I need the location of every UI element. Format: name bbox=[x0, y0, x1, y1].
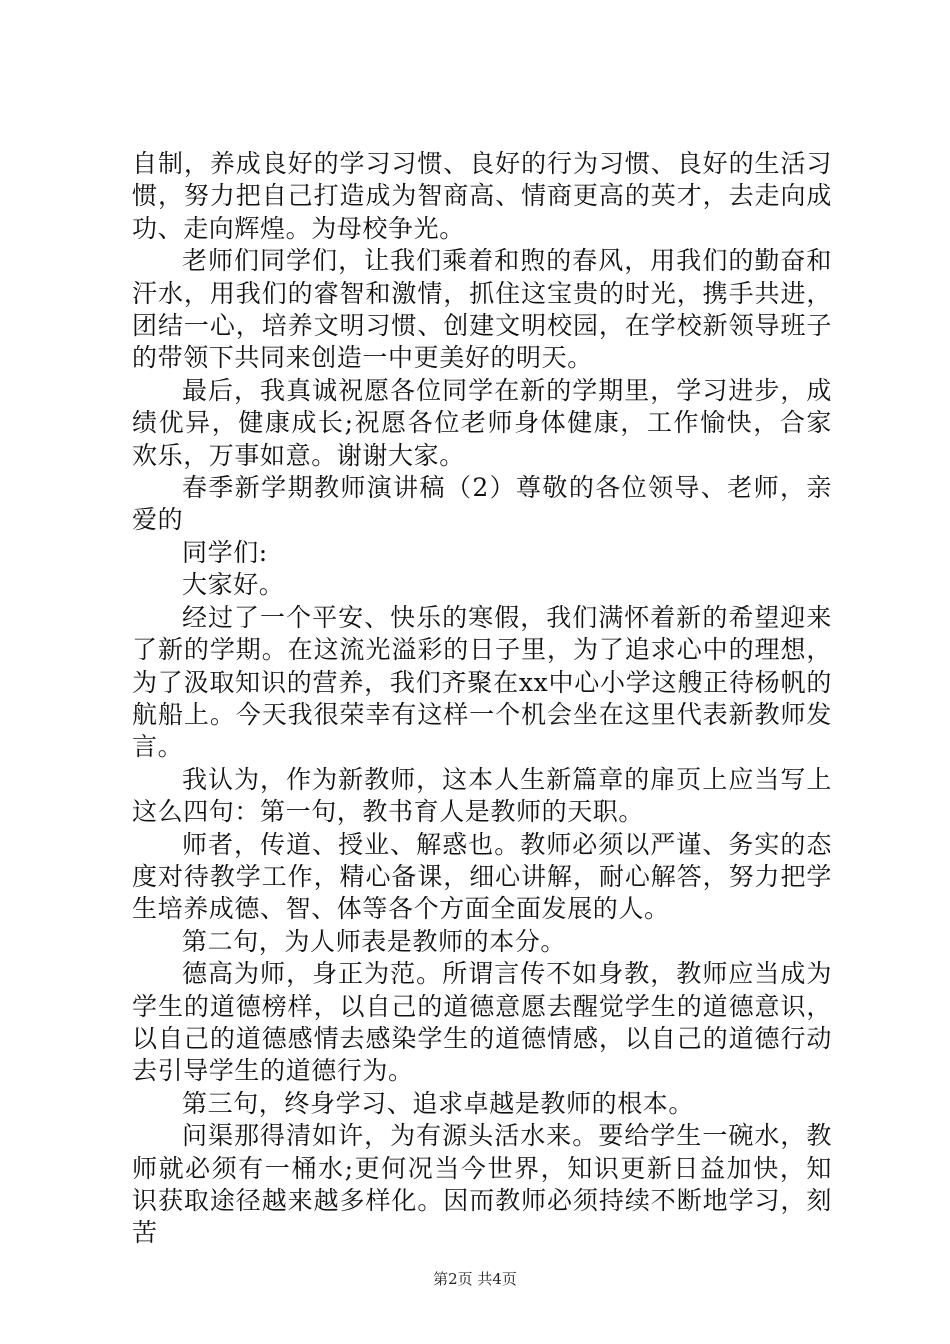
paragraph: 问渠那得清如许，为有源头活水来。要给学生一碗水，教师就必须有一桶水;更何况当今世界，知识更新日益加快，知识获取途径越来越多样化。因而教师必须持续不断地学习，刻苦 bbox=[132, 1121, 832, 1248]
page-footer bbox=[0, 1268, 950, 1289]
paragraph: 最后，我真诚祝愿各位同学在新的学期里，学习进步，成绩优异，健康成长;祝愿各位老师身体健康，工作愉快，合家欢乐，万事如意。谢谢大家。 bbox=[132, 375, 832, 470]
paragraph: 自制，养成良好的学习习惯、良好的行为习惯、良好的生活习惯，努力把自己打造成为智商高、情商更高的英才，去走向成功、走向辉煌。为母校争光。 bbox=[132, 149, 832, 243]
document-body bbox=[132, 148, 832, 1250]
paragraph: 同学们: bbox=[182, 537, 268, 567]
paragraph: 师者，传道、授业、解惑也。教师必须以严谨、务实的态度对待教学工作，精心备课，细心讲解，耐心解答，努力把学生培养成德、智、体等各个方面全面发展的人。 bbox=[132, 829, 832, 924]
paragraph: 老师们同学们，让我们乘着和煦的春风，用我们的勤奋和汗水，用我们的睿智和激情，抓住这宝贵的时光，携手共进，团结一心，培养文明习惯、创建文明校园，在学校新领导班子的带领下共同来创造一中更美好的明天。 bbox=[132, 246, 832, 373]
paragraph: 大家好。 bbox=[182, 570, 285, 600]
paragraph: 经过了一个平安、快乐的寒假，我们满怀着新的希望迎来了新的学期。在这流光溢彩的日子里，为了追求心中的理想，为了汲取知识的营养，我们齐聚在xx中心小学这艘正待杨帆的航船上。今天我很荣幸有这样一个机会坐在这里代表新教师发言。 bbox=[132, 602, 832, 762]
paragraph: 春季新学期教师演讲稿（2）尊敬的各位领导、老师，亲爱的 bbox=[132, 473, 832, 535]
paragraph: 第三句，终身学习、追求卓越是教师的根本。 bbox=[182, 1088, 695, 1118]
paragraph: 德高为师，身正为范。所谓言传不如身教，教师应当成为学生的道德榜样，以自己的道德意愿去醒觉学生的道德意识，以自己的道德感情去感染学生的道德情感，以自己的道德行动去引导学生的道德行为。 bbox=[132, 959, 832, 1086]
paragraph: 第二句，为人师表是教师的本分。 bbox=[182, 926, 567, 956]
page-number-label: 第2页 共4页 bbox=[433, 1270, 517, 1288]
paragraph: 我认为，作为新教师，这本人生新篇章的扉页上应当写上这么四句：第一句，教书育人是教师的天职。 bbox=[132, 764, 832, 827]
